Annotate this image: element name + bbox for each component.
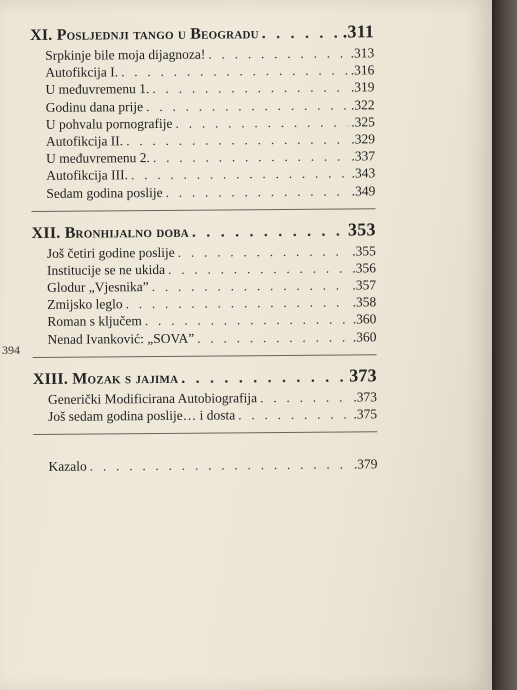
entry-title: Godinu dana prije bbox=[45, 98, 144, 115]
entry-page: .322 bbox=[350, 96, 375, 113]
entry-page: .375 bbox=[353, 406, 378, 422]
entry-page: .356 bbox=[352, 260, 376, 276]
entry-title: Institucije se ne ukida bbox=[46, 261, 166, 278]
entry-page: .325 bbox=[351, 114, 375, 130]
toc-entry bbox=[31, 183, 375, 203]
entry-page: .358 bbox=[352, 294, 377, 310]
entry-title: U međuvremenu 1. bbox=[45, 81, 150, 98]
entry-title: Autofikcija II. bbox=[45, 133, 124, 149]
entry-page: .337 bbox=[351, 148, 376, 164]
entry-title: Glodur „Vjesnika” bbox=[47, 279, 149, 295]
entry-title: Još četiri godine poslije bbox=[46, 244, 175, 261]
entry-title: Autofikcija I. bbox=[45, 64, 119, 81]
toc-entry bbox=[32, 329, 376, 349]
page-edge bbox=[492, 0, 517, 690]
page-number: 394 bbox=[2, 343, 20, 357]
entry-title: Nenad Ivanković: „SOVA” bbox=[47, 330, 195, 347]
chapter-page: 373 bbox=[349, 365, 377, 386]
entry-page: .360 bbox=[352, 311, 377, 327]
chapter-page: .311 bbox=[342, 21, 375, 42]
section-divider bbox=[31, 208, 375, 212]
table-of-contents bbox=[30, 21, 378, 476]
entry-page: .319 bbox=[350, 79, 375, 95]
entry-title: Sedam godina poslije bbox=[46, 184, 163, 201]
entry-page: .360 bbox=[352, 328, 377, 345]
entry-page: .373 bbox=[353, 389, 377, 405]
entry-page: .357 bbox=[352, 277, 377, 293]
entry-title: Autofikcija III. bbox=[46, 167, 128, 184]
chapter-title: XII. Bronhijalno doba bbox=[31, 223, 189, 242]
entry-page: .349 bbox=[351, 182, 376, 198]
index-page: .379 bbox=[353, 456, 378, 472]
entry-page: .355 bbox=[352, 242, 376, 259]
entry-title: Roman s ključem bbox=[47, 313, 142, 330]
entry-title: U pohvalu pornografije bbox=[45, 115, 173, 132]
entry-title: Generički Modificirana Autobiografija bbox=[47, 390, 258, 407]
entry-page: .343 bbox=[351, 165, 376, 181]
entry-title: U međuvremenu 2. bbox=[45, 150, 150, 167]
entry-title: Srpkinje bile moja dijagnoza! bbox=[45, 46, 206, 63]
section-divider bbox=[33, 431, 377, 435]
entry-page: .316 bbox=[350, 62, 375, 78]
chapter-page: 353 bbox=[347, 218, 376, 240]
index-title: Kazalo bbox=[48, 458, 87, 475]
chapter-heading bbox=[30, 21, 374, 48]
chapter-heading bbox=[33, 365, 377, 392]
toc-entry bbox=[33, 406, 377, 426]
index-entry bbox=[33, 456, 377, 476]
entry-title: Zmijsko leglo bbox=[47, 296, 123, 313]
entry-page: .329 bbox=[351, 131, 375, 147]
section-divider bbox=[33, 354, 377, 358]
chapter-title: XI. Posljednji tango u Beogradu bbox=[30, 25, 259, 44]
chapter-title: XIII. Mozak s jajima bbox=[32, 369, 179, 388]
entry-title: Još sedam godina poslije… i dosta bbox=[48, 407, 236, 424]
chapter-heading bbox=[32, 219, 376, 246]
entry-page: .313 bbox=[350, 45, 375, 61]
